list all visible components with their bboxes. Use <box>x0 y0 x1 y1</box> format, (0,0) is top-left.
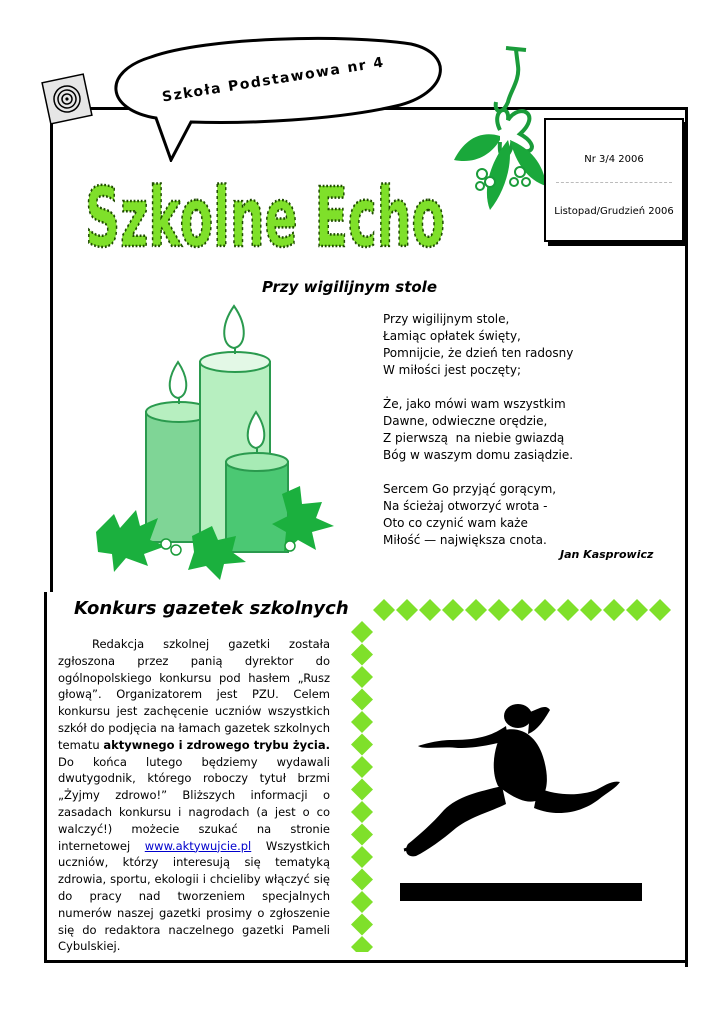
diamond-ornament <box>351 689 373 711</box>
diamond-ornament <box>419 599 441 621</box>
poem-author: Jan Kasprowicz <box>560 548 654 561</box>
diamond-ornament <box>626 599 648 621</box>
page-frame-right <box>685 107 688 967</box>
candles-illustration <box>96 300 346 580</box>
diamond-ornament <box>511 599 533 621</box>
school-logo-icon <box>38 70 96 128</box>
diamond-ornament <box>465 599 487 621</box>
poem-line: Z pierwszą na niebie gwiazdą <box>383 431 565 445</box>
poem-line: Sercem Go przyjąć gorącym, <box>383 482 557 496</box>
mistletoe-icon <box>450 40 550 220</box>
diamond-ornament <box>557 599 579 621</box>
contest-article <box>58 636 330 955</box>
page-frame-left <box>50 107 53 592</box>
poem-title: Przy wigilijnym stole <box>262 278 437 296</box>
diamond-ornament <box>488 599 510 621</box>
diamond-ornament <box>351 869 373 891</box>
diamond-ornament <box>351 734 373 756</box>
diamond-ornament <box>351 711 373 733</box>
poem-line: Miłość — największa cnota. <box>383 533 547 547</box>
issue-separator <box>556 182 672 183</box>
poem-line: Dawne, odwieczne orędzie, <box>383 414 548 428</box>
issue-date: Listopad/Grudzień 2006 <box>554 206 674 217</box>
poem-line: Bóg w waszym domu zasiądzie. <box>383 448 574 462</box>
poem-line: Łamiąc opłatek święty, <box>383 329 521 343</box>
diamond-ornament <box>649 599 671 621</box>
diamond-ornament <box>351 891 373 913</box>
poem-line: Przy wigilijnym stole, <box>383 312 510 326</box>
diamond-ornament <box>351 756 373 778</box>
masthead-title: Szkolne Echo <box>85 171 445 266</box>
diamond-ornament <box>580 599 602 621</box>
article-text-2: Do końca lutego będziemy wydawali dwutygodnik, którego roboczy tytuł brzmi „Żyjmy zdrowo!” Bliższych informacji o zasadach konkursu i nagrodach (a jest o co walczyć!) możecie szukać na stronie internetowej <box>58 754 330 853</box>
diamond-ornament <box>442 599 464 621</box>
school-name: Szkoła Podstawowa nr 4 <box>161 54 386 106</box>
poem-line <box>383 464 573 481</box>
diamond-ornament <box>351 914 373 936</box>
website-link[interactable]: www.aktywujcie.pl <box>144 838 252 853</box>
masthead <box>70 138 460 268</box>
page-frame-left-lower <box>44 592 47 962</box>
page-frame-bottom <box>44 960 688 963</box>
diamond-ornament <box>534 599 556 621</box>
poem-line: Oto co czynić wam każe <box>383 516 528 530</box>
diamond-ornament <box>603 599 625 621</box>
poem-line: Pomnijcie, że dzień ten radosny <box>383 346 574 360</box>
issue-number: Nr 3/4 2006 <box>584 154 644 165</box>
poem-text <box>383 311 573 549</box>
diamond-ornament <box>351 644 373 666</box>
article-text-3: Wszystkich uczniów, którzy interesują się tematyką zdrowia, sportu, ekologii i chcieliby włączyć się do pracy nad tworzeniem specjalnych numerów naszej gazetki prosimy o zgłoszenie się do redaktora naczelnego gazetki Pameli Cybulskiej. <box>58 838 330 954</box>
diamond-ornament <box>396 599 418 621</box>
article-text-1: Redakcja szkolnej gazetki została zgłoszona przez panią dyrektor do ogólnopolskiego konkursu pod hasłem „Rusz głową”. Organizatorem jest PZU. Celem konkursu jest zachęcenie uczniów wszystkich szkół do podjęcia na łamach gazetek szkolnych tematu <box>58 637 330 752</box>
contest-title: Konkurs gazetek szkolnych <box>74 598 349 619</box>
diamond-ornament <box>351 801 373 823</box>
diamond-ornament <box>351 621 373 643</box>
diamond-ornament <box>351 666 373 688</box>
diamond-ornament <box>351 846 373 868</box>
dancer-silhouette <box>398 700 624 868</box>
poem-line <box>383 379 573 396</box>
poem-line: W miłości jest poczęty; <box>383 363 522 377</box>
diamond-ornament <box>351 779 373 801</box>
poem-line: Na ścieżaj otworzyć wrota - <box>383 499 548 513</box>
poem-line: Że, jako mówi wam wszystkim <box>383 397 566 411</box>
issue-info-box <box>544 118 684 242</box>
diamond-ornament <box>351 824 373 846</box>
decorative-black-bar <box>400 883 642 901</box>
article-bold-text: aktywnego i zdrowego trybu życia. <box>103 737 330 752</box>
diamond-ornament <box>373 599 395 621</box>
diamond-ornament <box>351 936 373 952</box>
